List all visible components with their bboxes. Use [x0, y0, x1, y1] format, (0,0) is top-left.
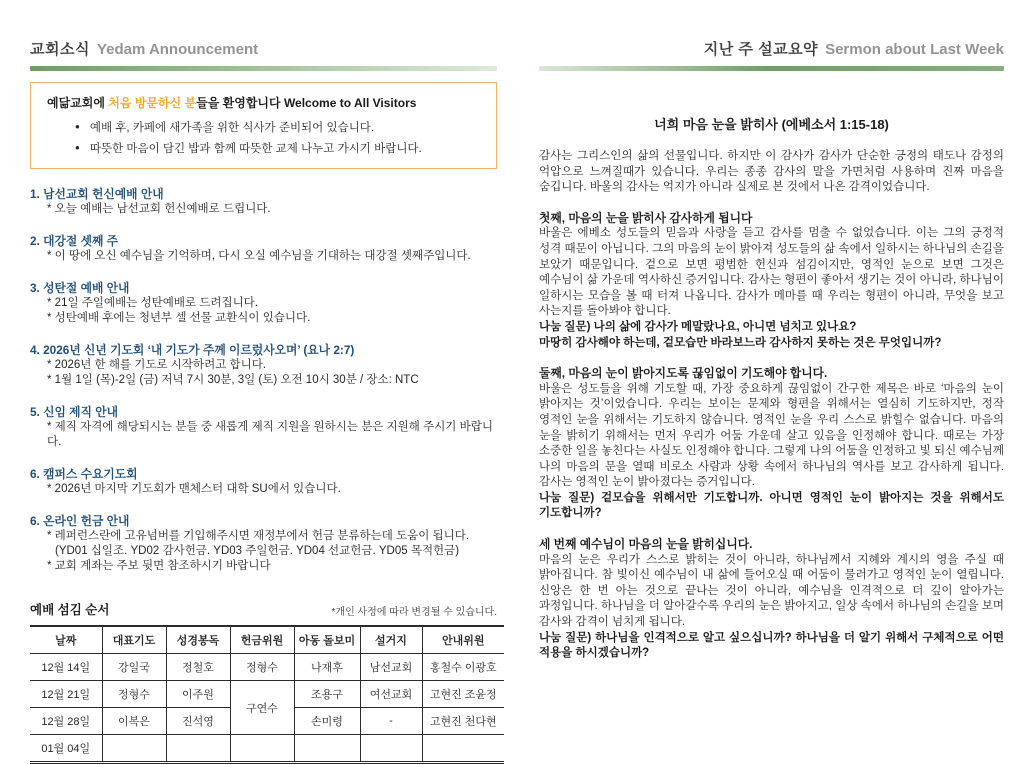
- sermon-section-3: [539, 537, 1004, 662]
- cell-prayer: 이복은: [102, 708, 166, 735]
- schedule-header-row: [30, 600, 497, 618]
- cell-scripture: 이주원: [166, 681, 230, 708]
- serving-schedule: [30, 600, 497, 764]
- announcement-item-6: [30, 467, 497, 497]
- announcement-line: * 제직 자격에 해당되시는 분들 중 새롭게 제직 지원을 원하시는 분은 지원해 주시기 바랍니다.: [47, 421, 493, 448]
- announcement-line: * 2026년 한 해를 기도로 시작하려고 합니다.: [47, 359, 267, 371]
- announcement-line: * 이 땅에 오신 예수님을 기억하며, 다시 오실 예수님을 기대하는 대강절 셋째주입니다.: [47, 250, 471, 262]
- announcement-line: * 21일 주일예배는 성탄예배로 드려집니다.: [47, 297, 258, 309]
- col-header-childcare: 아동 돌보미: [294, 626, 360, 654]
- cell-usher: [422, 735, 504, 763]
- right-header-korean: 지난 주 설교요약: [703, 41, 819, 58]
- sermon-section-heading: 첫째, 마음의 눈을 밝히사 감사하게 됩니다: [539, 210, 753, 225]
- col-header-prayer: 대표기도: [102, 626, 166, 654]
- col-header-usher: 안내위원: [422, 626, 504, 654]
- sermon-section-body: 바울은 에베소 성도들의 믿음과 사랑을 듣고 감사를 멈출 수 없었습니다. 이는 그의 긍정적 성격 때문이 아닙니다. 그의 마음의 눈이 밝아져 성도들의 삶 속에서 일하시는 하나님의 손길을 보았기 때문입니다. 겉으로 보면 평범한 헌신과 섬김이지만, 영적인 눈으로 보면 그것은 예수님이 삶 가운데 역사하신 증거입니다. 감사는 형편이 좋아서 생기는 것이 아니라, 하나님이 일하시는 모습을 볼 때 터져 나옵니다. 감사가 메마를 때 우리는 형편이 아니라, 무엇을 보고 사는지를 돌아봐야 합니다.: [539, 227, 1004, 318]
- cell-usher: 고현진 조윤정: [422, 681, 504, 708]
- announcement-line: * 오늘 예배는 남선교회 헌신예배로 드립니다.: [47, 203, 271, 215]
- schedule-note: *개인 사정에 따라 변경될 수 있습니다.: [331, 607, 497, 618]
- left-header-english: Yedam Announcement: [96, 41, 259, 58]
- announcement-line: * 레퍼런스란에 고유넘버를 기입해주시면 재정부에서 헌금 분류하는데 도움이 됩니다.: [47, 530, 470, 542]
- right-header-english: Sermon about Last Week: [825, 41, 1004, 58]
- welcome-bullet-text: 따뜻한 마음이 담긴 밥과 함께 따뜻한 교제 나누고 가시기 바랍니다.: [89, 143, 422, 155]
- announcement-item-3: [30, 281, 497, 326]
- announcement-line: * 1월 1일 (목)-2일 (금) 저녁 7시 30분, 3일 (토) 오전 10시 30분 / 장소: NTC: [47, 374, 419, 386]
- table-row: [30, 735, 504, 763]
- announcement-title: 5. 신임 제직 안내: [30, 405, 119, 419]
- col-header-date: 날짜: [30, 626, 102, 654]
- cell-offering-merged: 구연수: [230, 681, 294, 735]
- cell-scripture: [166, 735, 230, 763]
- cell-prayer: 정형수: [102, 681, 166, 708]
- cell-offering: 정형수: [230, 654, 294, 681]
- table-row: [30, 654, 504, 681]
- announcement-title: 6. 캠퍼스 수요기도회: [30, 467, 138, 481]
- welcome-title-highlight: 처음 방문하신 분: [108, 96, 197, 110]
- announcement-line: * 성탄예배 후에는 청년부 셀 선물 교환식이 있습니다.: [47, 312, 311, 324]
- cell-date: 12월 28일: [30, 708, 102, 735]
- welcome-title-pre: 예닮교회에: [47, 96, 109, 110]
- sermon-intro: 감사는 그리스인의 삶의 선물입니다. 하지만 이 감사가 감사가 단순한 긍정의 태도나 감정의 억압으로 느껴질때가 있습니다. 우리는 종종 감사의 말을 가면처럼 사용하며 진짜 마음을 숨깁니다. 바울의 감사는 억지가 아니라 실제로 본 것에서 나온 감격이었습니다.: [539, 150, 1004, 194]
- announcement-item-5: [30, 405, 497, 450]
- sermon-section-1: [539, 211, 1004, 351]
- welcome-bullet: [47, 140, 480, 156]
- schedule-title: 예배 섬김 순서: [30, 603, 110, 617]
- welcome-title: [47, 94, 480, 111]
- sharing-question: 나눔 질문) 나의 삶에 감사가 메말랐나요, 아니면 넘치고 있나요?: [539, 320, 857, 333]
- cell-childcare: 손미령: [294, 708, 360, 735]
- announcement-item-1: [30, 187, 497, 217]
- cell-childcare: 조용구: [294, 681, 360, 708]
- cell-usher: 홍철수 이광호: [422, 654, 504, 681]
- cell-usher: 고현진 천다현: [422, 708, 504, 735]
- cell-offering: [230, 735, 294, 763]
- cell-dishes: -: [360, 708, 422, 735]
- left-section-header: [30, 38, 497, 59]
- welcome-bullet-text: 예배 후, 카페에 새가족을 위한 식사가 준비되어 있습니다.: [89, 122, 375, 134]
- cell-dishes: 여선교회: [360, 681, 422, 708]
- sermon-section-heading: 둘째, 마음의 눈이 밝아지도록 끊임없이 기도해야 합니다.: [539, 366, 828, 381]
- sermon-title: 너희 마음 눈을 밝히사 (에베소서 1:15-18): [654, 117, 889, 132]
- right-section-header: [539, 38, 1004, 59]
- cell-scripture: 정철호: [166, 654, 230, 681]
- announcement-line: (YD01 십일조. YD02 감사헌금. YD03 주일헌금. YD04 선교헌금. YD05 목적헌금): [55, 545, 460, 557]
- bullet-icon: ●: [75, 122, 80, 131]
- welcome-bullet: [47, 119, 480, 135]
- sermon-section-2: [539, 366, 1004, 522]
- left-header-korean: 교회소식: [30, 41, 90, 58]
- announcement-item-4: [30, 343, 497, 388]
- announcement-title: 2. 대강절 셋째 주: [30, 234, 119, 248]
- sermon-section-body: 마음의 눈은 우리가 스스로 밝히는 것이 아니라, 하나님께서 지혜와 계시의 영을 주실 때 밝아집니다. 참 빛이신 예수님이 내 삶에 들어오실 때 어둠이 물러가고 영적인 눈이 열립니다. 신앙은 한 번 아는 것으로 끝나는 것이 아니라, 예수님을 인격적으로 더 깊이 알아가는 과정입니다. 하나님을 더 알아갈수록 우리의 눈은 밝아지고, 일상 속에서 하나님의 손길을 보며 감사와 감격이 넘치게 됩니다.: [539, 553, 1004, 629]
- announcement-line: * 교회 계좌는 주보 뒷면 참조하시기 바랍니다: [47, 560, 271, 572]
- sharing-question: 마땅히 감사해야 하는데, 겉모습만 바라보느라 감사하지 못하는 것은 무엇입니까?: [539, 336, 942, 349]
- sharing-question: 나눔 질문) 겉모습을 위해서만 기도합니까. 아니면 영적인 눈이 밝아지는 것을 위해서도 기도합니까?: [539, 491, 1004, 520]
- sharing-question: 나눔 질문) 하나님을 인격적으로 알고 싶으십니까? 하나님을 더 알기 위해서 구체적으로 어떤 적용을 하시겠습니까?: [539, 631, 1004, 660]
- bullet-icon: ●: [75, 143, 80, 152]
- right-header-rule: [539, 66, 1004, 71]
- cell-childcare: 나재후: [294, 654, 360, 681]
- announcement-title: 6. 온라인 헌금 안내: [30, 514, 130, 528]
- left-header-rule: [30, 66, 497, 71]
- cell-dishes: 남선교회: [360, 654, 422, 681]
- col-header-scripture: 성경봉독: [166, 626, 230, 654]
- sermon-body: [539, 149, 1004, 662]
- cell-prayer: 강일국: [102, 654, 166, 681]
- announcement-title: 1. 남선교회 헌신예배 안내: [30, 187, 164, 201]
- welcome-bullet-list: [47, 119, 480, 156]
- table-row: [30, 681, 504, 708]
- sermon-section-body: 바울은 성도들을 위해 기도할 때, 가장 중요하게 끊임없이 간구한 제목은 바로 ‘마음의 눈이 밝아지는 것’이었습니다. 우리는 보이는 문제와 형편을 위해서는 열심히 기도하지만, 정작 영적인 눈을 위해서는 기도하지 않습니다. 영적인 눈을 우리 스스로 밝힐수 없습니다. 마음의 눈을 밝히기 위해서는 먼저 우리가 어둠 가운데 살고 있음을 인정해야 합니다. 때로는 가장 소중한 일을 놓친다는 사실도 인정해야 합니다. 그렇게 나의 어둠을 인정하고 빛 되신 예수님께 나의 마음의 문을 열때 비로소 사람과 상황 속에서 하나님의 역사를 보고 감사하게 됩니다. 감사는 영적인 눈이 밝아졌다는 증거입니다.: [539, 382, 1004, 489]
- cell-childcare: [294, 735, 360, 763]
- announcement-title: 3. 성탄절 예배 안내: [30, 281, 130, 295]
- cell-prayer: [102, 735, 166, 763]
- announcement-list: [30, 187, 497, 574]
- welcome-box: [30, 82, 497, 169]
- cell-dishes: [360, 735, 422, 763]
- col-header-offering: 헌금위원: [230, 626, 294, 654]
- announcement-item-7: [30, 514, 497, 574]
- cell-date: 12월 21일: [30, 681, 102, 708]
- col-header-dishes: 설거지: [360, 626, 422, 654]
- announcement-column: [30, 38, 497, 755]
- cell-date: 12월 14일: [30, 654, 102, 681]
- sermon-column: [539, 38, 1004, 724]
- table-header-row: [30, 626, 504, 654]
- schedule-table: [30, 625, 504, 764]
- welcome-title-post: 들을 환영합니다 Welcome to All Visitors: [196, 96, 417, 110]
- cell-scripture: 진석영: [166, 708, 230, 735]
- announcement-item-2: [30, 234, 497, 264]
- cell-date: 01월 04일: [30, 735, 102, 763]
- announcement-line: * 2026년 마지막 기도회가 맨체스터 대학 SU에서 있습니다.: [47, 483, 341, 495]
- sermon-section-heading: 세 번째 예수님이 마음의 눈을 밝히십니다.: [539, 537, 753, 552]
- announcement-title: 4. 2026년 신년 기도회 ‘내 기도가 주께 이르렀사오며’ (요나 2:7): [30, 343, 355, 357]
